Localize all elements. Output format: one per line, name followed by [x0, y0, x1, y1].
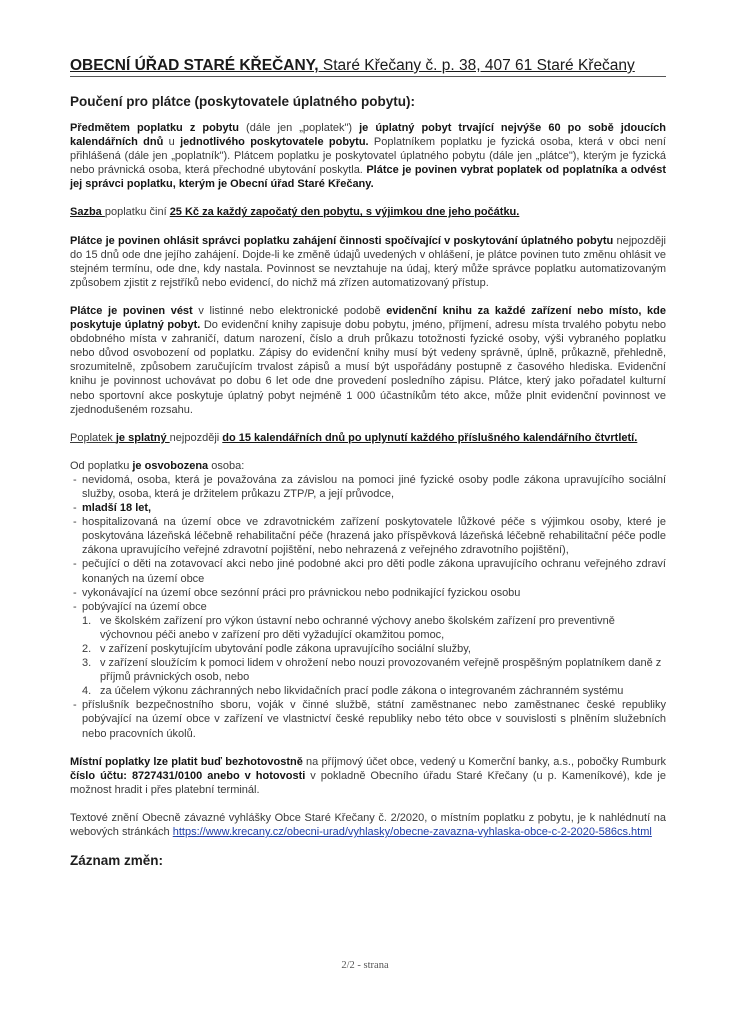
- report-obligation: Plátce je povinen ohlásit správci poplatku zahájení činnosti spočívající v poskytování úplatného pobytu: [70, 234, 614, 247]
- list-item-text: nevidomá, osoba, která je považována za závislou na pomoci jiné fyzické osoby podle zákona upravujícího sociální služby, osoba, která je držitelem průkazu ZTP/P, a její průvodce,: [82, 473, 666, 500]
- intro-text-1: (dále jen „poplatek"): [239, 122, 360, 134]
- office-address: Staré Křečany č. p. 38, 407 61 Staré Křečany: [318, 57, 635, 74]
- registry-text-2: Do evidenční knihy zapisuje dobu pobytu, jméno, příjmení, adresu místa trvalého pobytu nebo obdobného místa v zahraničí, datum narození, číslo a druh průkazu totožnosti fyzické osoby, výši vybraného poplatku nebo důvod osvobození od poplatku. Zápisy do evidenční knihy musí být vedeny správně, úplně, průkazně, přehledně, srozumitelně, způsobem zaručujícím trvalost zápisů a musí být uspořádány postupně z časového hlediska. Evidenční knihu je povinnost uchovávat po dobu 6 let ode dne provedení posledního zápisu. Plátce, který jako pořadatel kulturní nebo sportovní akce poskytuje úplatný pobyt nejméně 1 000 účastníkům této akce, může plnit evidenční povinnost ve zjednodušeném rozsahu.: [70, 319, 666, 416]
- dash-bullet-icon: -: [73, 586, 77, 599]
- rate-value: 25 Kč za každý započatý den pobytu, s výjimkou dne jeho počátku.: [169, 206, 520, 219]
- dash-bullet-icon: -: [73, 473, 77, 486]
- payment-text-2: v pokladně Obecního úřadu Staré Křečany (u p. Kameníkové), kde je možnost hradit i přes platební terminál.: [70, 769, 666, 796]
- list-item: [70, 586, 666, 600]
- sublist-item: [70, 656, 666, 684]
- sublist-number: 4.: [82, 685, 92, 698]
- list-item: [70, 515, 666, 557]
- dash-bullet-icon: -: [73, 502, 77, 515]
- ordinance-paragraph: [70, 811, 666, 839]
- list-item-text: vykonávající na území obce sezónní práci pro právnickou nebo podnikající fyzickou osobu: [82, 586, 521, 599]
- list-item: [70, 698, 666, 740]
- intro-duration: je úplatný pobyt trvající nejvýše 60 po sobě jdoucích kalendářních dnů: [70, 122, 667, 149]
- list-item: [70, 600, 666, 614]
- document-page: [70, 56, 666, 868]
- office-name: OBECNÍ ÚŘAD STARÉ KŘEČANY,: [70, 57, 319, 74]
- sublist-item: [70, 614, 666, 642]
- list-item-text: pobývající na území obce: [82, 600, 207, 613]
- list-item-text: mladší 18 let,: [82, 502, 152, 515]
- list-item-text: pečující o děti na zotavovací akci nebo jiné podobné akci pro děti podle zákona upravujícího ochranu veřejného zdraví konaných na území obce: [82, 558, 666, 585]
- page-title: Poučení pro plátce (poskytovatele úplatného pobytu):: [70, 94, 416, 109]
- exempt-text-2: osoba:: [208, 459, 245, 472]
- dash-bullet-icon: -: [73, 516, 77, 529]
- list-item-text: příslušník bezpečnostního sboru, voják v činné službě, státní zaměstnanec nebo zaměstnanec české republiky pobývající na území obce v zařízení ve vlastnictví české republiky nebo této obce v souvislosti s plněním služebních nebo pracovních úkolů.: [82, 699, 666, 740]
- ordinance-link[interactable]: https://www.krecany.cz/obecni-urad/vyhlasky/obecne-zavazna-vyhlaska-obce-c-2-2020-586cs.html: [172, 826, 652, 839]
- ordinance-text: Textové znění Obecně závazné vyhlášky Obce Staré Křečany č. 2/2020, o místním poplatku z pobytu, je k nahlédnutí na webových stránkách: [70, 811, 666, 839]
- intro-provider: jednotlivého poskytovatele pobytu.: [180, 136, 369, 149]
- intro-text-3: Poplatníkem poplatku je fyzická osoba, která v obci není přihlášená (dále jen „poplatník"). Plátcem poplatku je poskytovatel úplatného pobytu (dále jen „plátce"), kterým je fyzická nebo právnická osoba, která přechodné ubytování poskytla.: [70, 136, 666, 177]
- intro-obligation: Plátce je povinen vybrat poplatek od poplatníka a odvést jej správci poplatku, kterým je Obecní úřad Staré Křečany.: [70, 164, 666, 191]
- due-label: je splatný: [115, 431, 170, 444]
- report-text: nejpozději do 15 dnů ode dne jejího zahájení. Dojde-li ke změně údajů uvedených v ohlášení, je plátce povinen tuto změnu ohlásit ve stejném termínu, ode dne, kdy nastala. Povinnost se nevztahuje na údaj, který může správce poplatku automatizovaným způsobem zjistit z rejstříků nebo evidencí, do nichž má zřízen automatizovaný přístup.: [70, 234, 666, 289]
- payment-methods: Místní poplatky lze platit buď bezhotovostně: [70, 755, 303, 768]
- payment-paragraph: [70, 755, 666, 797]
- list-item: [70, 501, 666, 515]
- facility-sublist: [70, 614, 666, 699]
- intro-text-2: u: [163, 136, 181, 149]
- sublist-item-text: v zařízení sloužícím k pomoci lidem v ohrožení nebo nouzi provozovaném veřejně prospěšným poplatníkem daně z příjmů právnických osob, nebo: [100, 657, 662, 684]
- registry-text-1: v listinné nebo elektronické podobě: [192, 304, 387, 317]
- exempt-text-1: Od poplatku: [70, 459, 133, 472]
- sublist-number: 2.: [82, 643, 92, 655]
- due-text-1: Poplatek: [70, 431, 116, 444]
- exemption-list-continued: [70, 698, 666, 740]
- intro-paragraph: [70, 121, 666, 191]
- dash-bullet-icon: -: [73, 699, 77, 712]
- list-item-text: hospitalizovaná na území obce ve zdravotnickém zařízení poskytovatele lůžkové péče s výjimkou osoby, které je poskytována lázeňská léčebně rehabilitační péče (hrazená jako příspěvková lázeňská léčebně rehabilitační péče podle zákona upravujícího veřejné zdravotní pojištění, nebo nehrazená z veřejného zdravotního pojištění),: [82, 516, 666, 557]
- intro-subject: Předmětem poplatku z pobytu: [70, 122, 240, 134]
- list-item: [70, 557, 666, 585]
- sublist-item-text: ve školském zařízení pro výkon ústavní nebo ochranné výchovy anebo školském zařízení pro preventivně výchovnou péči anebo v zařízení pro děti vyžadující okamžitou pomoc,: [100, 614, 615, 641]
- registry-paragraph: [70, 304, 666, 417]
- exemption-list: [70, 473, 666, 614]
- due-paragraph: [70, 431, 666, 445]
- sublist-item: [70, 642, 666, 656]
- exempt-intro: [70, 459, 666, 473]
- dash-bullet-icon: -: [73, 558, 77, 571]
- exempt-label: je osvobozena: [132, 459, 209, 472]
- changes-heading: Záznam změn:: [70, 853, 164, 869]
- rate-label: Sazba: [70, 206, 105, 219]
- payment-text-1: na příjmový účet obce, vedený u Komerční banky, a.s., pobočky Rumburk: [302, 755, 666, 768]
- sublist-item-text: v zařízení poskytujícím ubytování podle zákona upravujícího sociální služby,: [100, 643, 471, 655]
- list-item: [70, 473, 666, 501]
- sublist-item-text: za účelem výkonu záchranných nebo likvidačních prací podle zákona o integrovaném záchranném systému: [100, 685, 624, 698]
- due-text-2: nejpozději: [169, 431, 223, 444]
- sublist-number: 3.: [82, 657, 92, 670]
- sublist-number: 1.: [82, 614, 92, 627]
- report-paragraph: [70, 234, 666, 290]
- rate-text: poplatku činí: [104, 206, 170, 219]
- due-deadline: do 15 kalendářních dnů po uplynutí každého příslušného kalendářního čtvrtletí.: [222, 431, 638, 444]
- account-number: číslo účtu: 8727431/0100 anebo v hotovosti: [70, 769, 306, 782]
- dash-bullet-icon: -: [73, 600, 77, 613]
- sublist-item: [70, 684, 666, 698]
- registry-obligation: Plátce je povinen vést: [70, 304, 193, 317]
- registry-book: evidenční knihu za každé zařízení nebo místo, kde poskytuje úplatný pobyt.: [70, 304, 667, 332]
- page-number: 2/2 - strana: [341, 960, 389, 971]
- letterhead: [70, 56, 666, 77]
- rate-paragraph: [70, 205, 666, 219]
